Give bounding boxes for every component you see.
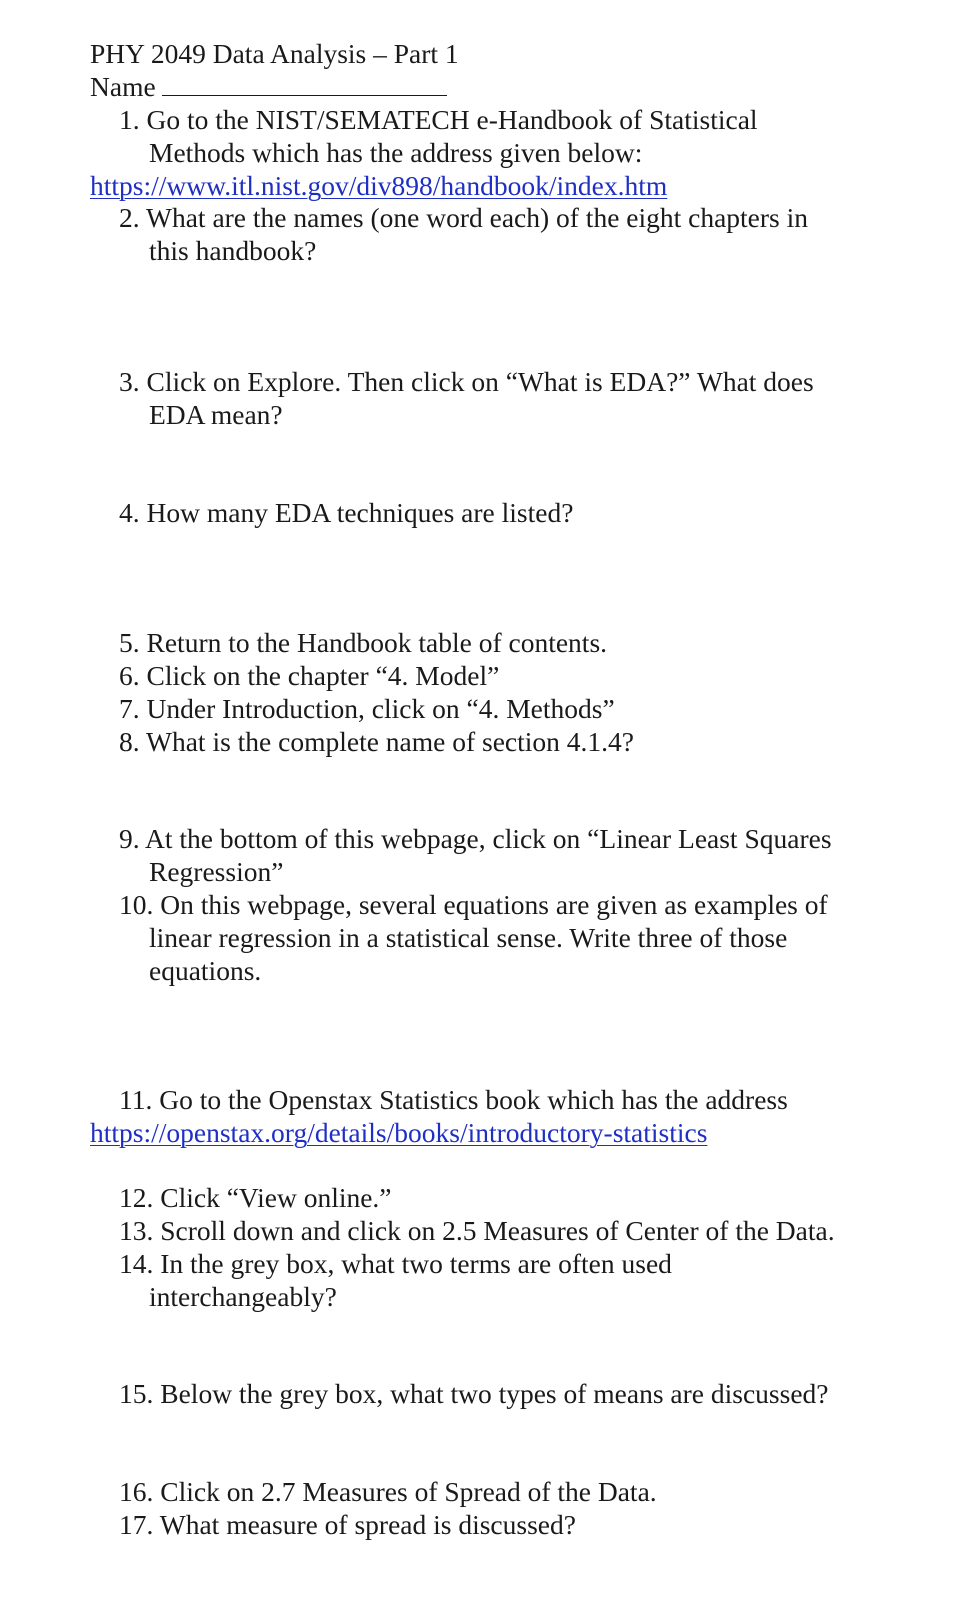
- question-text: What is the complete name of section 4.1.4?: [146, 726, 634, 757]
- question-text: Return to the Handbook table of contents.: [146, 627, 608, 658]
- question-3: [119, 365, 814, 398]
- question-text: Click on Explore. Then click on “What is EDA?” What does: [146, 366, 814, 397]
- question-text: At the bottom of this webpage, click on “Linear Least Squares: [144, 823, 832, 854]
- question-text: Below the grey box, what two types of means are discussed?: [160, 1378, 829, 1409]
- question-14: [119, 1247, 672, 1280]
- question-number: 2.: [119, 202, 140, 233]
- question-10-line-2: linear regression in a statistical sense. Write three of those: [149, 922, 788, 953]
- question-text: Click on 2.7 Measures of Spread of the Data.: [160, 1476, 657, 1507]
- question-text: What are the names (one word each) of the eight chapters in: [146, 202, 809, 233]
- question-7: [119, 692, 615, 725]
- question-14-line-2: interchangeably?: [149, 1281, 337, 1312]
- openstax-link[interactable]: https://openstax.org/details/books/introductory-statistics: [90, 1117, 708, 1148]
- question-text: Click “View online.”: [160, 1182, 392, 1213]
- question-9-line-2: Regression”: [149, 856, 284, 887]
- question-17: [119, 1508, 576, 1541]
- question-text: What measure of spread is discussed?: [159, 1509, 576, 1540]
- nist-handbook-link[interactable]: https://www.itl.nist.gov/div898/handbook/index.htm: [90, 170, 668, 201]
- question-16: [119, 1475, 657, 1508]
- question-15: [119, 1377, 828, 1410]
- question-number: 12.: [119, 1182, 154, 1213]
- question-12: [119, 1181, 392, 1214]
- question-2: [119, 201, 808, 234]
- question-1: [119, 103, 758, 136]
- question-number: 11.: [119, 1084, 153, 1115]
- question-2-line-2: this handbook?: [149, 235, 317, 266]
- question-number: 14.: [119, 1248, 154, 1279]
- question-number: 6.: [119, 660, 140, 691]
- question-10: [119, 888, 828, 921]
- question-number: 3.: [119, 366, 140, 397]
- question-text: On this webpage, several equations are given as examples of: [160, 889, 828, 920]
- question-number: 8.: [119, 726, 140, 757]
- question-number: 10.: [119, 889, 154, 920]
- question-number: 16.: [119, 1476, 154, 1507]
- name-line: [90, 70, 447, 103]
- question-text: Go to the Openstax Statistics book which has the address: [159, 1084, 788, 1115]
- question-text: Click on the chapter “4. Model”: [146, 660, 500, 691]
- question-text: Under Introduction, click on “4. Methods”: [146, 693, 615, 724]
- question-number: 15.: [119, 1378, 154, 1409]
- question-11: [119, 1083, 788, 1116]
- page-title: PHY 2049 Data Analysis – Part 1: [90, 38, 459, 69]
- question-1-line-2: Methods which has the address given below:: [149, 137, 643, 168]
- question-number: 1.: [119, 104, 140, 135]
- question-text: In the grey box, what two terms are often used: [160, 1248, 672, 1279]
- question-text: Go to the NIST/SEMATECH e-Handbook of Statistical: [146, 104, 758, 135]
- question-text: How many EDA techniques are listed?: [146, 497, 574, 528]
- question-5: [119, 626, 607, 659]
- question-number: 17.: [119, 1509, 154, 1540]
- question-13: [119, 1214, 835, 1247]
- question-number: 7.: [119, 693, 140, 724]
- question-4: [119, 496, 573, 529]
- question-10-line-3: equations.: [149, 955, 262, 986]
- name-label: Name: [90, 71, 156, 102]
- question-3-line-2: EDA mean?: [149, 399, 283, 430]
- question-6: [119, 659, 499, 692]
- question-8: [119, 725, 634, 758]
- question-number: 13.: [119, 1215, 154, 1246]
- question-number: 4.: [119, 497, 140, 528]
- question-text: Scroll down and click on 2.5 Measures of Center of the Data.: [160, 1215, 835, 1246]
- question-number: 9.: [119, 823, 140, 854]
- question-number: 5.: [119, 627, 140, 658]
- question-9: [119, 822, 832, 855]
- name-blank: [162, 75, 447, 96]
